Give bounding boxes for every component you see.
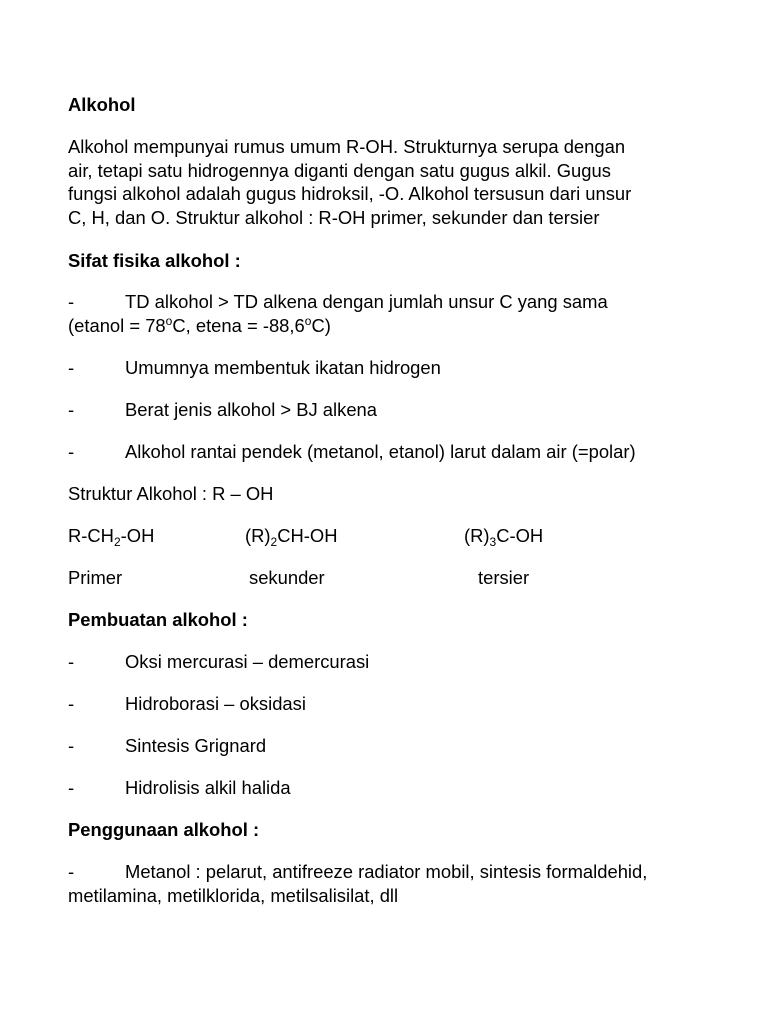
pembuatan-item-1 (68, 650, 369, 673)
pembuatan-item-1-text: Oksi mercurasi – demercurasi (125, 651, 370, 672)
bullet-dash: - (68, 651, 75, 672)
intro-line-1: Alkohol mempunyai rumus umum R-OH. Strukturnya serupa dengan (68, 136, 626, 157)
penggunaan-item-1-text: Metanol : pelarut, antifreeze radiator mobil, sintesis formaldehid, (125, 861, 648, 882)
bullet-dash: - (68, 735, 75, 756)
sifat-item-1-text: TD alkohol > TD alkena dengan jumlah unsur C yang sama (125, 291, 608, 312)
pembuatan-item-3-text: Sintesis Grignard (125, 735, 267, 756)
etena-text: C, etena = -88,6 (172, 315, 305, 336)
penggunaan-item-1-continuation: metilamina, metilklorida, metilsalisilat, dll (68, 885, 399, 906)
struktur-line: Struktur Alkohol : R – OH (68, 483, 274, 504)
unit-text: C) (311, 315, 331, 336)
formula-text: -OH (120, 525, 155, 546)
etanol-text: (etanol = 78 (68, 315, 166, 336)
bullet-dash: - (68, 291, 75, 312)
formula-text: (R) (464, 525, 490, 546)
pembuatan-item-4 (68, 776, 291, 799)
bullet-dash: - (68, 693, 75, 714)
intro-line-3: fungsi alkohol adalah gugus hidroksil, -O. Alkohol tersusun dari unsur (68, 183, 632, 204)
intro-line-2: air, tetapi satu hidrogennya diganti dengan satu gugus alkil. Gugus (68, 160, 611, 181)
formula-sub: 3 (489, 535, 497, 549)
bullet-dash: - (68, 399, 75, 420)
formula-tertiary (464, 524, 543, 547)
bullet-dash: - (68, 441, 75, 462)
degree-sup: o (165, 314, 173, 328)
sifat-item-4-text: Alkohol rantai pendek (metanol, etanol) larut dalam air (=polar) (125, 441, 636, 462)
sifat-item-2 (68, 356, 441, 379)
sifat-item-3 (68, 398, 377, 421)
bullet-dash: - (68, 357, 75, 378)
pembuatan-item-3 (68, 734, 266, 757)
sifat-item-3-text: Berat jenis alkohol > BJ alkena (125, 399, 378, 420)
sifat-item-4 (68, 440, 636, 463)
formula-primary (68, 524, 154, 547)
formula-sub: 2 (270, 535, 278, 549)
page-title: Alkohol (68, 94, 136, 115)
formula-text: CH-OH (277, 525, 338, 546)
degree-sup: o (304, 314, 312, 328)
formula-text: R-CH (68, 525, 114, 546)
bullet-dash: - (68, 777, 75, 798)
pembuatan-heading: Pembuatan alkohol : (68, 609, 248, 630)
pembuatan-item-4-text: Hidrolisis alkil halida (125, 777, 291, 798)
formula-sub: 2 (113, 535, 121, 549)
formula-secondary (245, 524, 338, 547)
penggunaan-item-1 (68, 860, 647, 883)
sifat-item-1 (68, 290, 608, 313)
intro-line-4: C, H, dan O. Struktur alkohol : R-OH primer, sekunder dan tersier (68, 207, 600, 228)
label-tertiary: tersier (478, 567, 530, 588)
label-primary: Primer (68, 567, 123, 588)
sifat-item-1-continuation (68, 314, 331, 337)
bullet-dash: - (68, 861, 75, 882)
formula-text: C-OH (496, 525, 544, 546)
formula-text: (R) (245, 525, 271, 546)
pembuatan-item-2 (68, 692, 306, 715)
sifat-heading: Sifat fisika alkohol : (68, 250, 241, 271)
penggunaan-heading: Penggunaan alkohol : (68, 819, 260, 840)
label-secondary: sekunder (249, 567, 325, 588)
pembuatan-item-2-text: Hidroborasi – oksidasi (125, 693, 306, 714)
sifat-item-2-text: Umumnya membentuk ikatan hidrogen (125, 357, 441, 378)
